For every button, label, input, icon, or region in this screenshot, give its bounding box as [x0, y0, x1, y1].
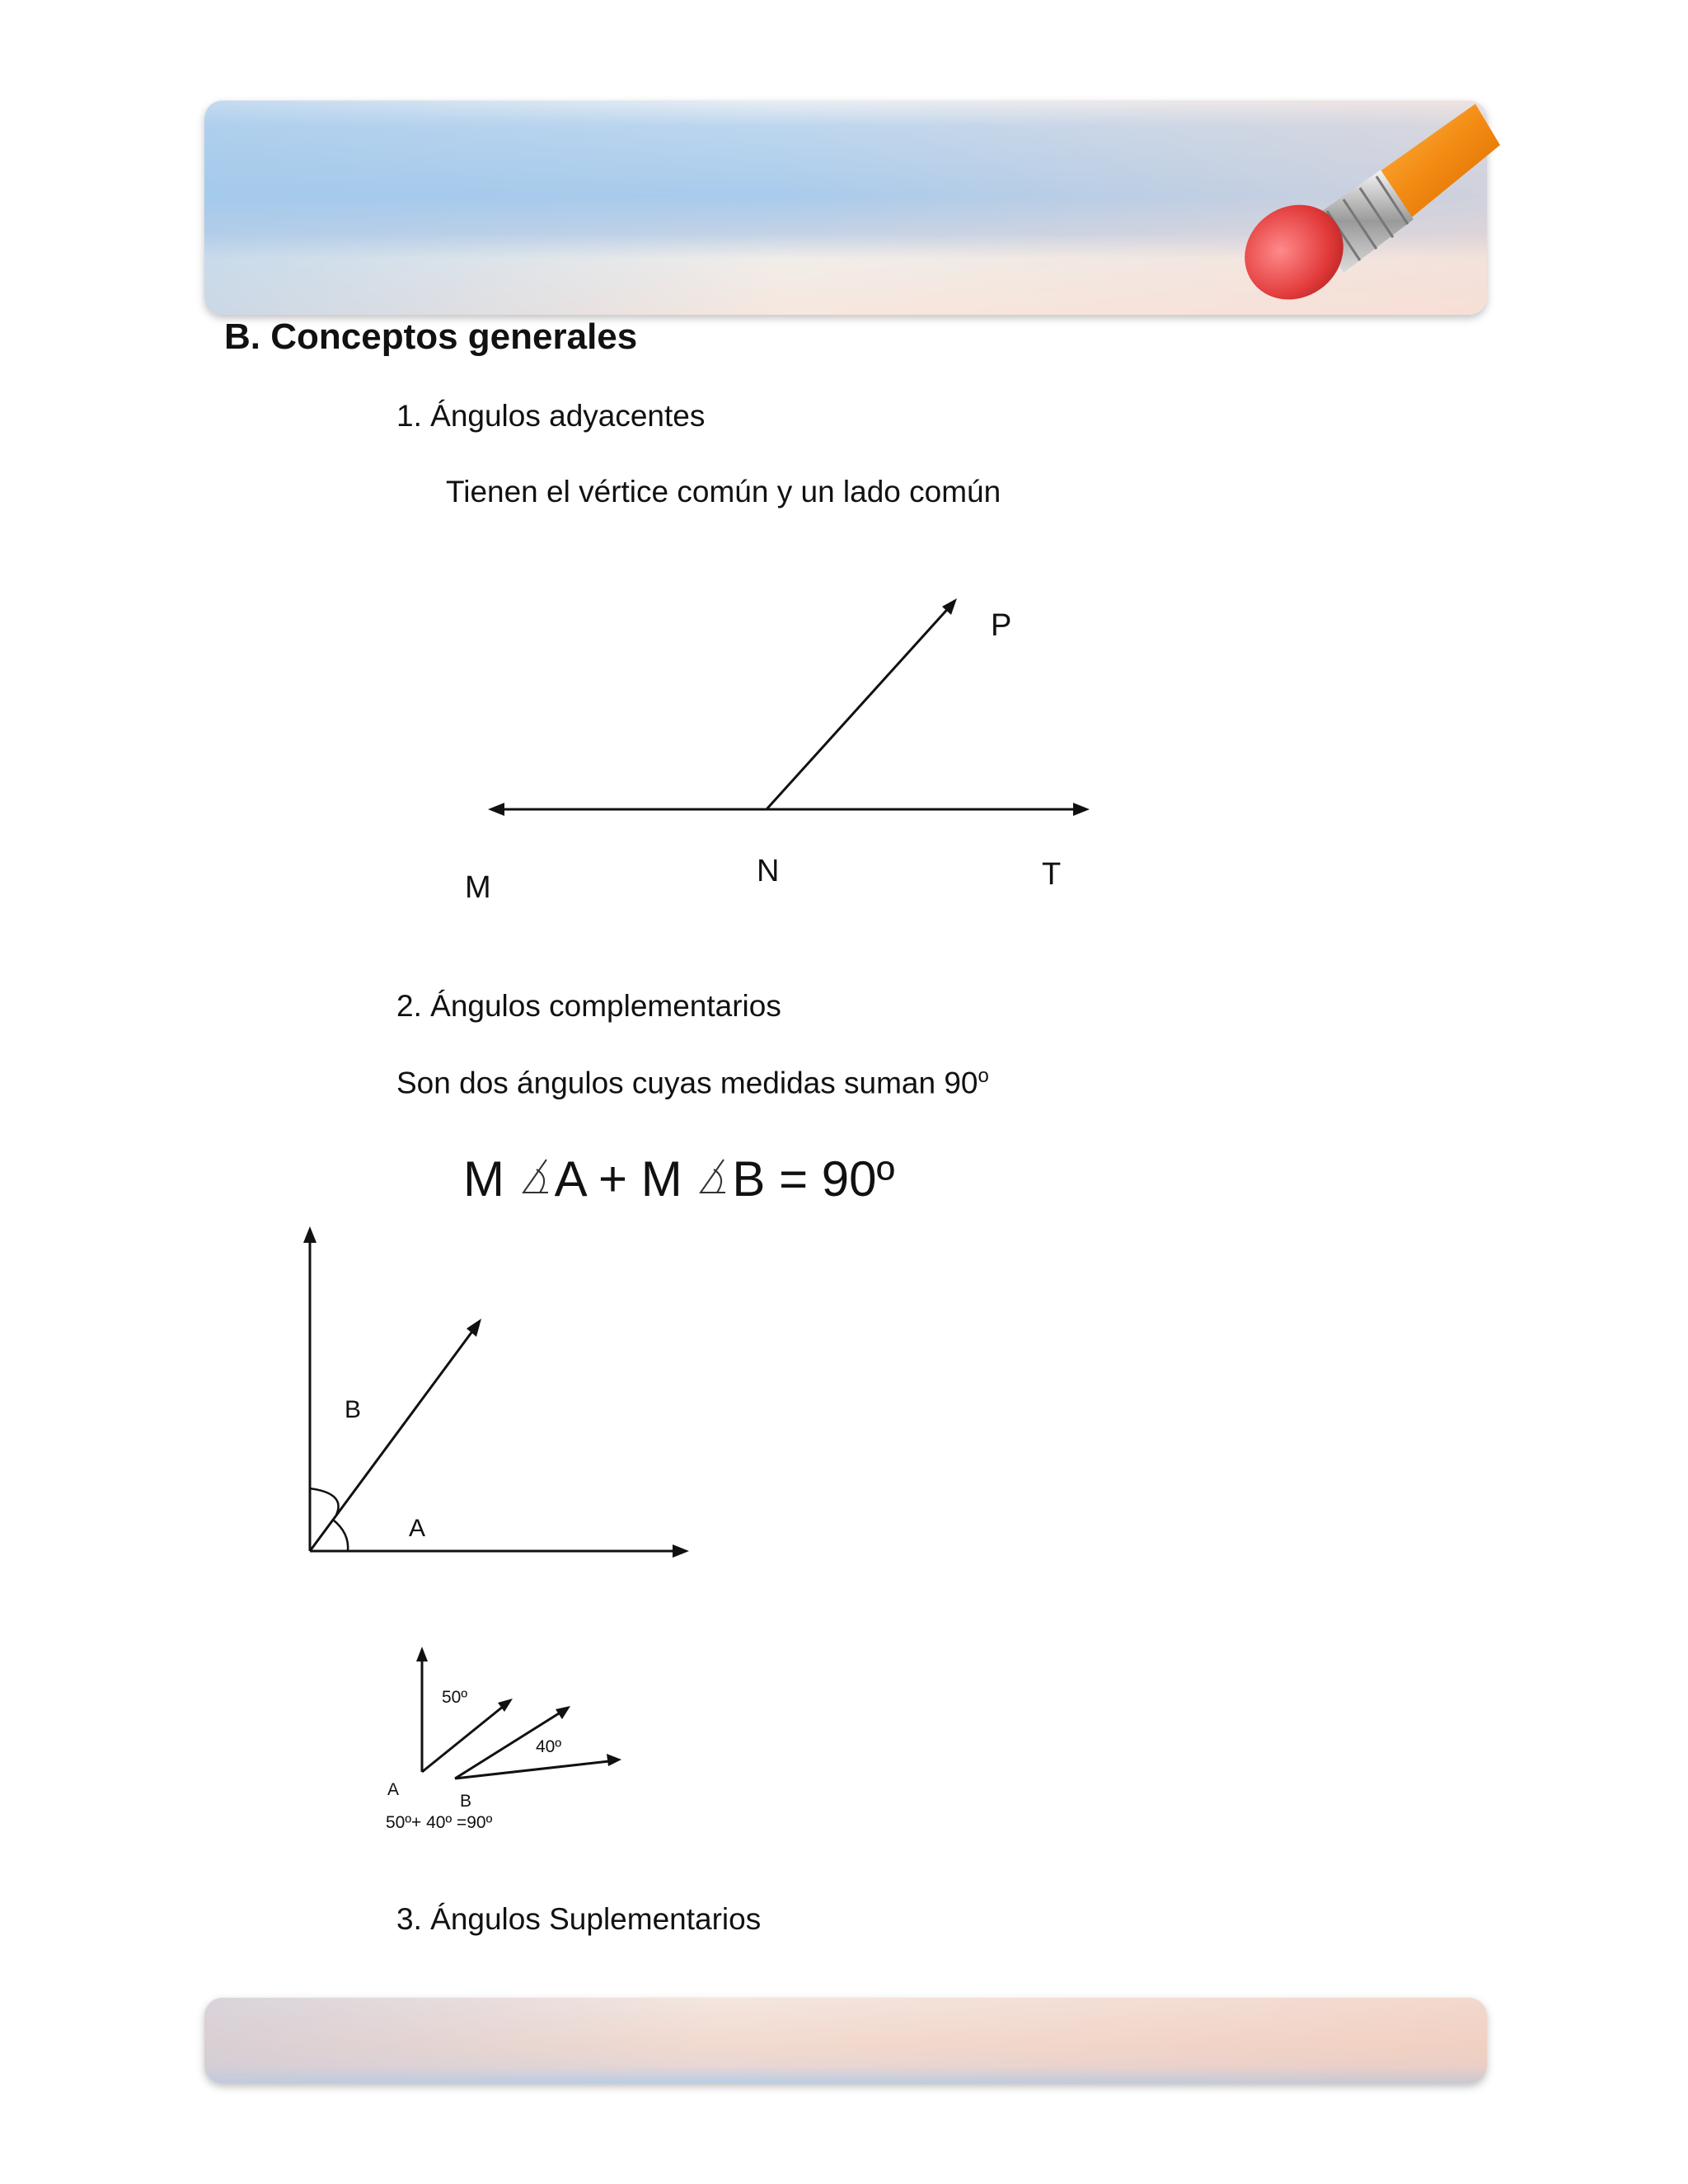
label-b: B: [345, 1396, 362, 1423]
label-a: A: [409, 1515, 426, 1542]
label-40-degrees: 40º: [536, 1737, 562, 1756]
complementary-formula: M A + M B = 90º: [463, 1151, 895, 1207]
section-heading: B. Conceptos generales: [224, 316, 638, 357]
arrow-up-right-icon: [556, 1706, 570, 1719]
sum-equation: 50º+ 40º =90º: [386, 1813, 493, 1832]
arrow-right-icon: [607, 1754, 621, 1766]
label-n: N: [757, 854, 780, 888]
arrow-up-icon: [416, 1647, 428, 1661]
label-p: P: [991, 608, 1012, 643]
section3-title: 3. Ángulos Suplementarios: [396, 1902, 762, 1936]
section2-description: Son dos ángulos cuyas medidas suman 90$^o$: [396, 1065, 989, 1100]
section2-title: 2. Ángulos complementarios: [396, 989, 781, 1023]
label-t: T: [1042, 857, 1062, 892]
section1-title: 1. Ángulos adyacentes: [396, 399, 706, 433]
label-a-small: A: [387, 1780, 400, 1799]
label-50-degrees: 50º: [442, 1688, 468, 1707]
label-m: M: [465, 870, 491, 905]
section1-description: Tienen el vértice común y un lado común: [446, 475, 1001, 509]
label-b-small: B: [460, 1792, 472, 1811]
